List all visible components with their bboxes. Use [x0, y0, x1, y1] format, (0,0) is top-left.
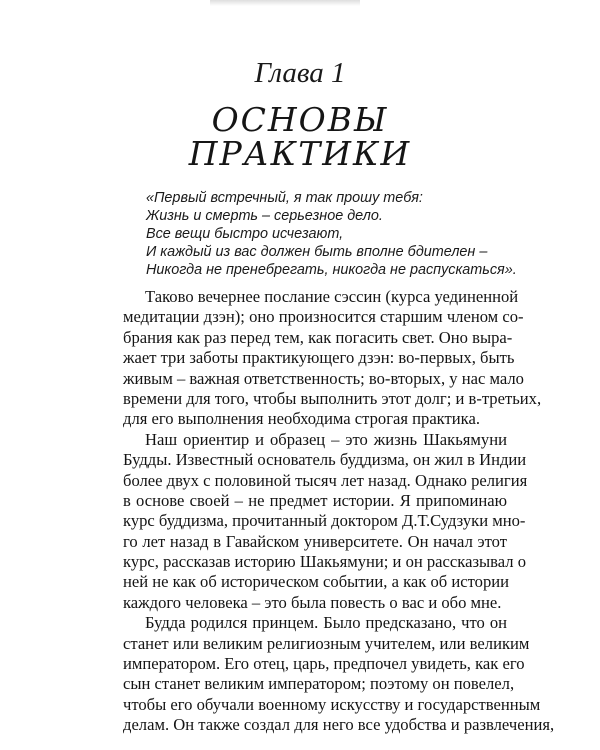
paragraph-line: ней не как об историческом событии, а как об истории [123, 572, 510, 592]
paragraph-line: го лет назад в Гавайском университете. Он начал этот [123, 531, 507, 551]
paragraph-line: Наш ориентир и образец – это жизнь Шакьямуни [145, 429, 507, 449]
paragraph-line: жает три заботы практикующего дзэн: во-первых, быть [123, 348, 515, 368]
epigraph-line: «Первый встречный, я так прошу тебя: [146, 190, 423, 206]
epigraph-line: И каждый из вас должен быть вполне бдителен – [146, 244, 488, 260]
epigraph [146, 189, 546, 279]
paragraph-line: курс буддизма, прочитанный доктором Д.Т.Судзуки мно- [123, 511, 526, 531]
paragraph-line: станет или великим религиозным учителем, или великим [123, 633, 530, 653]
paragraph-line: Будда родился принцем. Было предсказано, что он [145, 613, 507, 633]
chapter-number: Глава 1 [254, 57, 346, 89]
paragraph-line: для его выполнения необходима строгая практика. [123, 409, 480, 429]
paragraph-line: императором. Его отец, царь, предпочел увидеть, как его [123, 654, 525, 674]
paragraph-line: в основе своей – не предмет истории. Я припоминаю [123, 490, 507, 510]
paragraph-line: более двух с половиной тысяч лет назад. Однако религия [123, 470, 528, 490]
epigraph-line: Жизнь и смерть – серьезное дело. [146, 208, 383, 224]
epigraph-line: Все вещи быстро исчезают, [146, 226, 344, 242]
paragraph-line: медитации дзэн); оно произносится старшим членом со- [123, 307, 524, 327]
paragraph-line: Будды. Известный основатель буддизма, он жил в Индии [123, 450, 527, 470]
paragraph-line: курс, рассказав историю Шакьямуни; и он рассказывал о [123, 552, 527, 572]
paragraph-line: брания как раз перед тем, как погасить свет. Оно выра- [123, 327, 513, 347]
paragraph-line: Таково вечернее послание сэссин (курса уединенной [145, 287, 519, 306]
paragraph-line: живым – важная ответственность; во-вторых, у нас мало [123, 368, 524, 388]
chapter-title-line-1: ОСНОВЫ [211, 100, 389, 139]
paragraph-line: каждого человека – это была повесть о вас и обо мне. [123, 592, 502, 612]
paragraph-line: времени для того, чтобы выполнить этот долг; и в-третьих, [123, 388, 542, 408]
body-text [123, 287, 555, 736]
epigraph-line: Никогда не пренебрегать, никогда не распускаться». [146, 262, 517, 278]
chapter-title-line-2: ПРАКТИКИ [188, 134, 412, 173]
paragraph-line: делам. Он также создал для него все удобства и развлечения, [123, 715, 555, 735]
paragraph-line: сын станет великим императором; поэтому он повелел, [123, 674, 515, 694]
scan-smudge [210, 0, 360, 6]
paragraph-line: чтобы его обучали военному искусству и государственным [123, 694, 541, 714]
